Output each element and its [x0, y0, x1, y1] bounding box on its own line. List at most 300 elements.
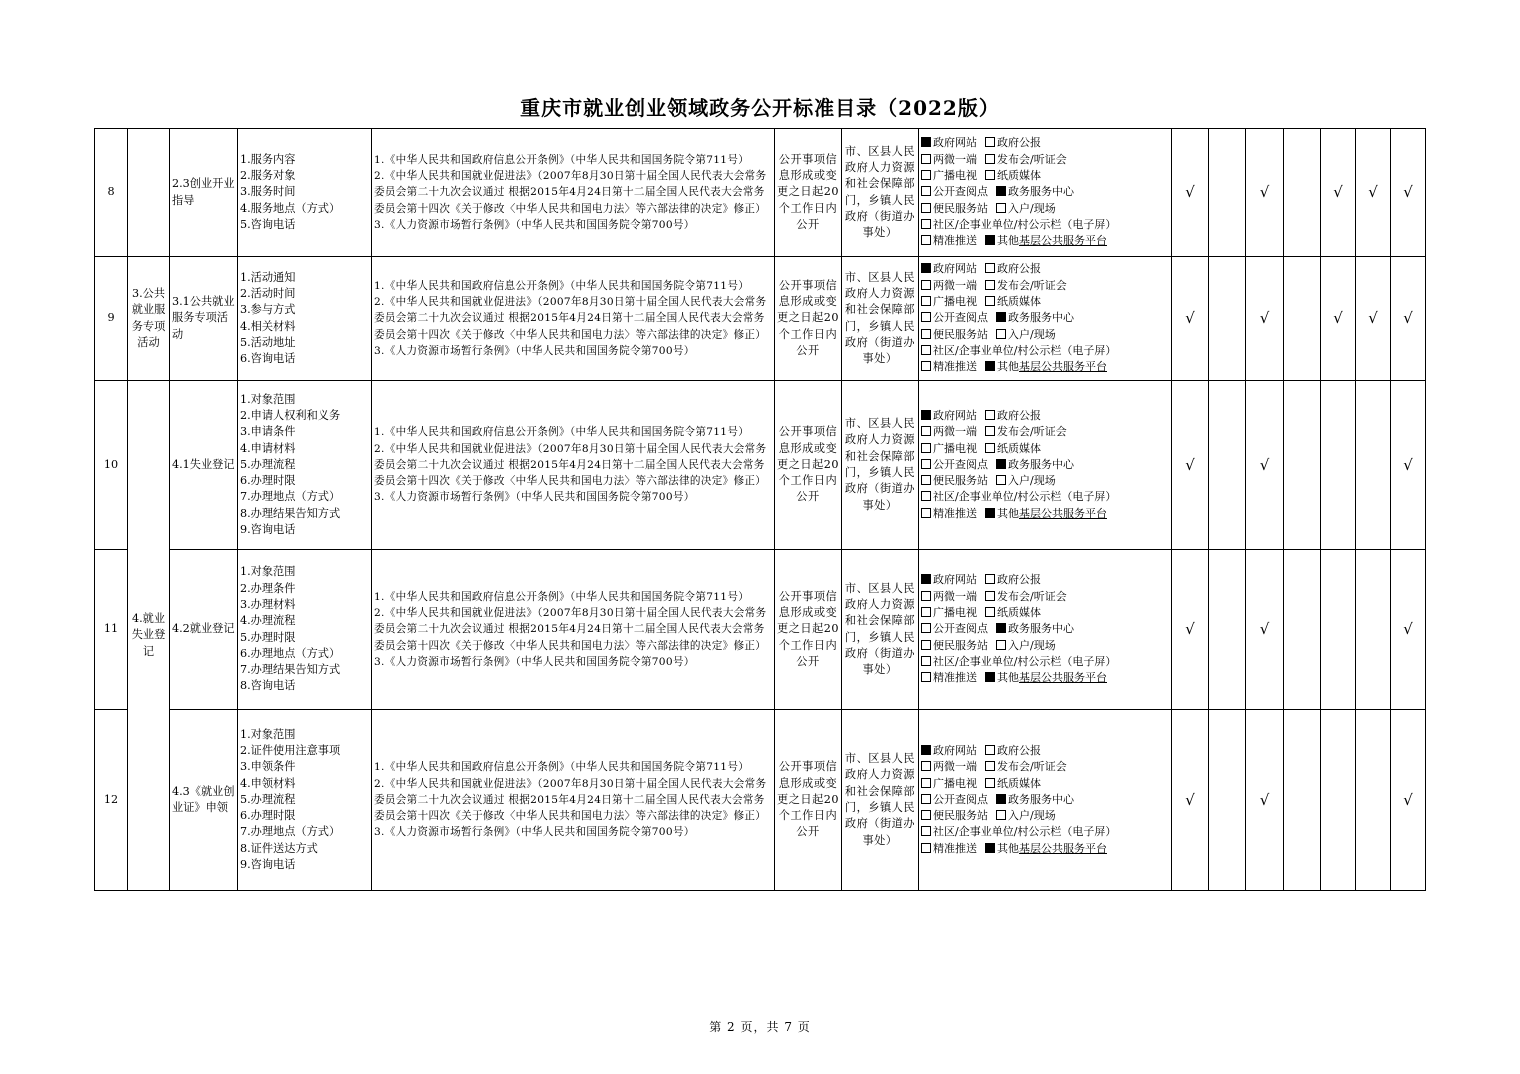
- content-item: 3.申领条件: [240, 760, 296, 774]
- channel-label: 广播电视: [933, 295, 977, 309]
- unchecked-box-icon: [921, 154, 931, 164]
- content-item: 2.活动时间: [240, 286, 296, 300]
- content-items-cell: [238, 129, 372, 257]
- legal-basis-item: 1.《中华人民共和国政府信息公开条例》（中华人民共和国国务院令第711号）: [374, 761, 750, 774]
- content-item: 3.申请条件: [240, 425, 296, 439]
- checked-box-icon: [996, 186, 1006, 196]
- time-limit-cell: 公开事项信息形成或变更之日起20个工作日内公开: [775, 257, 842, 381]
- channel-label: 便民服务站: [933, 809, 988, 823]
- check-cell: [1356, 710, 1391, 891]
- legal-basis-item: 2.《中华人民共和国就业促进法》（2007年8月30日第十届全国人民代表大会常务委员会第二十九次会议通过 根据2015年4月24日第十二届全国人民代表大会常务委员会第十四次《关于修改〈中华人民共和国电力法〉等六部法律的决定》修正）: [374, 296, 767, 341]
- checked-box-icon: [996, 459, 1006, 469]
- channel-label: 广播电视: [933, 776, 977, 790]
- channel-label: 入户/现场: [1008, 201, 1056, 215]
- content-item: 6.办理时限: [240, 809, 296, 823]
- check-cell: √: [1321, 257, 1356, 381]
- channel-label: 纸质媒体: [997, 441, 1041, 455]
- content-item: 4.办理流程: [240, 614, 296, 628]
- catalog-body: [95, 129, 1426, 891]
- channel-label: 公开查阅点: [933, 185, 988, 199]
- check-cell: [1321, 550, 1356, 710]
- check-cell: √: [1246, 129, 1284, 257]
- content-item: 1.活动通知: [240, 270, 296, 284]
- content-item: 2.申请人权利和义务: [240, 408, 341, 422]
- channel-label: 政务服务中心: [1008, 792, 1074, 806]
- content-item: 8.咨询电话: [240, 679, 296, 693]
- legal-basis-item: 3.《人力资源市场暂行条例》（中华人民共和国国务院令第700号）: [374, 655, 695, 668]
- table-row: [95, 129, 1426, 257]
- check-cell: √: [1172, 129, 1209, 257]
- document-title: 重庆市就业创业领域政务公开标准目录（2022版）: [520, 96, 1000, 120]
- check-cell: [1284, 129, 1321, 257]
- unchecked-box-icon: [921, 170, 931, 180]
- content-item: 4.服务地点（方式）: [240, 201, 341, 215]
- unchecked-box-icon: [985, 745, 995, 755]
- channel-label: 入户/现场: [1008, 327, 1056, 341]
- content-item: 8.办理结果告知方式: [240, 506, 341, 520]
- channel-label: 便民服务站: [933, 201, 988, 215]
- unchecked-box-icon: [921, 186, 931, 196]
- legal-basis-cell: [372, 550, 775, 710]
- check-cell: √: [1172, 257, 1209, 381]
- channel-line: [921, 135, 1169, 151]
- unchecked-box-icon: [921, 826, 931, 836]
- content-item: 5.办理流程: [240, 792, 296, 806]
- unchecked-box-icon: [921, 607, 931, 617]
- channels-cell: [919, 257, 1172, 381]
- channel-label: 公开查阅点: [933, 457, 988, 471]
- check-cell: [1284, 257, 1321, 381]
- channel-label: 公开查阅点: [933, 622, 988, 636]
- content-item: 3.参与方式: [240, 303, 296, 317]
- unchecked-box-icon: [985, 296, 995, 306]
- content-item: 1.对象范围: [240, 565, 296, 579]
- checked-box-icon: [985, 843, 995, 853]
- check-cell: √: [1172, 710, 1209, 891]
- table-row: [95, 257, 1426, 381]
- unchecked-box-icon: [921, 459, 931, 469]
- unchecked-box-icon: [985, 607, 995, 617]
- channel-label: 入户/现场: [1008, 474, 1056, 488]
- subcategory-cell: 2.3创业开业指导: [170, 129, 238, 257]
- unchecked-box-icon: [921, 443, 931, 453]
- channel-line: [921, 233, 1169, 249]
- legal-basis-item: 2.《中华人民共和国就业促进法》（2007年8月30日第十届全国人民代表大会常务委员会第二十九次会议通过 根据2015年4月24日第十二届全国人民代表大会常务委员会第十四次《关于修改〈中华人民共和国电力法〉等六部法律的决定》修正）: [374, 170, 767, 215]
- content-item: 2.服务对象: [240, 169, 296, 183]
- channel-label: 纸质媒体: [997, 169, 1041, 183]
- content-item: 5.办理流程: [240, 457, 296, 471]
- unchecked-box-icon: [985, 154, 995, 164]
- legal-basis-cell: [372, 129, 775, 257]
- channel-line: [921, 792, 1169, 808]
- legal-basis-item: 2.《中华人民共和国就业促进法》（2007年8月30日第十届全国人民代表大会常务委员会第二十九次会议通过 根据2015年4月24日第十二届全国人民代表大会常务委员会第十四次《关于修改〈中华人民共和国电力法〉等六部法律的决定》修正）: [374, 777, 767, 823]
- channel-label: 入户/现场: [1008, 638, 1056, 652]
- unchecked-box-icon: [985, 574, 995, 584]
- channel-label: 广播电视: [933, 169, 977, 183]
- checked-box-icon: [921, 263, 931, 273]
- channel-label: 政务服务中心: [1008, 622, 1074, 636]
- content-item: 1.服务内容: [240, 152, 296, 166]
- unchecked-box-icon: [921, 491, 931, 501]
- subcategory-cell: 3.1公共就业服务专项活动: [170, 257, 238, 381]
- legal-basis-item: 1.《中华人民共和国政府信息公开条例》（中华人民共和国国务院令第711号）: [374, 426, 750, 439]
- channel-line: [921, 654, 1169, 670]
- unchecked-box-icon: [921, 623, 931, 633]
- channel-label: 两微一端: [933, 278, 977, 292]
- channel-line: [921, 776, 1169, 792]
- channel-label: 政务服务中心: [1008, 457, 1074, 471]
- unchecked-box-icon: [921, 203, 931, 213]
- channel-other-value: 基层公共服务平台: [1019, 360, 1107, 374]
- content-item: 9.咨询电话: [240, 858, 296, 872]
- channel-label: 两微一端: [933, 760, 977, 774]
- channel-line: [921, 408, 1169, 424]
- unchecked-box-icon: [996, 810, 1006, 820]
- check-cell: [1209, 129, 1246, 257]
- check-cell: √: [1246, 550, 1284, 710]
- channel-label: 其他: [997, 360, 1019, 374]
- check-cell: [1209, 710, 1246, 891]
- channel-line: [921, 572, 1169, 588]
- unchecked-box-icon: [996, 475, 1006, 485]
- category-cell: [128, 129, 170, 257]
- channel-line: [921, 670, 1169, 686]
- category-cell: 4.就业失业登记: [128, 381, 170, 891]
- check-cell: √: [1356, 129, 1391, 257]
- channel-label: 两微一端: [933, 152, 977, 166]
- unchecked-box-icon: [921, 794, 931, 804]
- channel-line: [921, 759, 1169, 775]
- channels-cell: [919, 710, 1172, 891]
- checked-box-icon: [921, 410, 931, 420]
- channel-label: 发布会/听证会: [997, 425, 1067, 439]
- content-item: 4.申领材料: [240, 776, 296, 790]
- channel-label: 纸质媒体: [997, 606, 1041, 620]
- content-items-cell: [238, 381, 372, 550]
- content-items-cell: [238, 710, 372, 891]
- channel-label: 社区/企事业单位/村公示栏（电子屏）: [933, 654, 1117, 668]
- unchecked-box-icon: [921, 219, 931, 229]
- content-item: 4.相关材料: [240, 319, 296, 333]
- unchecked-box-icon: [921, 672, 931, 682]
- check-cell: √: [1321, 129, 1356, 257]
- row-number: 10: [95, 381, 128, 550]
- channel-label: 精准推送: [933, 506, 977, 520]
- channel-line: [921, 589, 1169, 605]
- check-cell: √: [1246, 257, 1284, 381]
- checked-box-icon: [996, 623, 1006, 633]
- row-number: 11: [95, 550, 128, 710]
- checked-box-icon: [921, 745, 931, 755]
- checked-box-icon: [996, 794, 1006, 804]
- channel-line: [921, 743, 1169, 759]
- channel-label: 发布会/听证会: [997, 278, 1067, 292]
- check-cell: [1356, 550, 1391, 710]
- channel-line: [921, 824, 1169, 840]
- channels-cell: [919, 129, 1172, 257]
- unchecked-box-icon: [921, 761, 931, 771]
- channel-line: [921, 310, 1169, 326]
- row-number: 8: [95, 129, 128, 257]
- unchecked-box-icon: [985, 263, 995, 273]
- channel-line: [921, 473, 1169, 489]
- channel-label: 纸质媒体: [997, 295, 1041, 309]
- legal-basis-item: 2.《中华人民共和国就业促进法》（2007年8月30日第十届全国人民代表大会常务委员会第二十九次会议通过 根据2015年4月24日第十二届全国人民代表大会常务委员会第十四次《关于修改〈中华人民共和国电力法〉等六部法律的决定》修正）: [374, 442, 767, 488]
- check-cell: √: [1172, 381, 1209, 550]
- channel-label: 精准推送: [933, 360, 977, 374]
- legal-basis-item: 3.《人力资源市场暂行条例》（中华人民共和国国务院令第700号）: [374, 218, 695, 231]
- subcategory-cell: 4.2就业登记: [170, 550, 238, 710]
- content-item: 5.咨询电话: [240, 217, 296, 231]
- channel-line: [921, 424, 1169, 440]
- unchecked-box-icon: [921, 810, 931, 820]
- channel-other-value: 基层公共服务平台: [1019, 234, 1107, 248]
- content-items-cell: [238, 550, 372, 710]
- check-cell: [1321, 710, 1356, 891]
- content-item: 3.办理材料: [240, 597, 296, 611]
- unchecked-box-icon: [921, 640, 931, 650]
- check-cell: √: [1246, 710, 1284, 891]
- check-cell: √: [1391, 257, 1426, 381]
- unchecked-box-icon: [985, 410, 995, 420]
- row-number: 9: [95, 257, 128, 381]
- channel-label: 社区/企事业单位/村公示栏（电子屏）: [933, 825, 1117, 839]
- unchecked-box-icon: [985, 170, 995, 180]
- channel-label: 两微一端: [933, 589, 977, 603]
- unchecked-box-icon: [985, 137, 995, 147]
- channel-other-value: 基层公共服务平台: [1019, 506, 1107, 520]
- channel-label: 两微一端: [933, 425, 977, 439]
- channel-other-value: 基层公共服务平台: [1019, 671, 1107, 685]
- unchecked-box-icon: [921, 361, 931, 371]
- legal-basis-cell: [372, 257, 775, 381]
- unchecked-box-icon: [921, 345, 931, 355]
- content-item: 7.办理地点（方式）: [240, 825, 341, 839]
- content-item: 3.服务时间: [240, 185, 296, 199]
- channel-label: 政府网站: [933, 408, 977, 422]
- row-number: 12: [95, 710, 128, 891]
- content-item: 6.咨询电话: [240, 352, 296, 366]
- check-cell: [1209, 381, 1246, 550]
- subcategory-cell: 4.1失业登记: [170, 381, 238, 550]
- unchecked-box-icon: [921, 656, 931, 666]
- legal-basis-item: 3.《人力资源市场暂行条例》（中华人民共和国国务院令第700号）: [374, 826, 695, 839]
- channel-label: 其他: [997, 671, 1019, 685]
- channel-line: [921, 168, 1169, 184]
- subject-cell: 市、区县人民政府人力资源和社会保障部门，乡镇人民政府（街道办事处）: [842, 257, 919, 381]
- subject-cell: 市、区县人民政府人力资源和社会保障部门，乡镇人民政府（街道办事处）: [842, 710, 919, 891]
- channel-label: 精准推送: [933, 671, 977, 685]
- catalog-table: [94, 128, 1426, 891]
- content-item: 6.办理时限: [240, 474, 296, 488]
- time-limit-cell: 公开事项信息形成或变更之日起20个工作日内公开: [775, 129, 842, 257]
- channel-label: 社区/企事业单位/村公示栏（电子屏）: [933, 490, 1117, 504]
- unchecked-box-icon: [921, 280, 931, 290]
- content-item: 7.办理结果告知方式: [240, 663, 341, 677]
- channel-line: [921, 457, 1169, 473]
- check-cell: √: [1391, 550, 1426, 710]
- channel-line: [921, 152, 1169, 168]
- channel-label: 精准推送: [933, 841, 977, 855]
- unchecked-box-icon: [921, 843, 931, 853]
- channel-other-value: 基层公共服务平台: [1019, 841, 1107, 855]
- channel-label: 精准推送: [933, 234, 977, 248]
- channel-label: 政府网站: [933, 743, 977, 757]
- subcategory-cell: 4.3《就业创业证》申领: [170, 710, 238, 891]
- legal-basis-item: 3.《人力资源市场暂行条例》（中华人民共和国国务院令第700号）: [374, 491, 695, 504]
- channel-line: [921, 184, 1169, 200]
- unchecked-box-icon: [985, 778, 995, 788]
- legal-basis-item: 1.《中华人民共和国政府信息公开条例》（中华人民共和国国务院令第711号）: [374, 590, 750, 603]
- subject-cell: 市、区县人民政府人力资源和社会保障部门，乡镇人民政府（街道办事处）: [842, 381, 919, 550]
- content-item: 9.咨询电话: [240, 523, 296, 537]
- channel-line: [921, 359, 1169, 375]
- table-row: [95, 710, 1426, 891]
- channel-line: [921, 343, 1169, 359]
- content-item: 4.申请材料: [240, 441, 296, 455]
- channel-line: [921, 841, 1169, 857]
- checked-box-icon: [985, 235, 995, 245]
- check-cell: [1209, 257, 1246, 381]
- channel-line: [921, 489, 1169, 505]
- channel-line: [921, 201, 1169, 217]
- channel-label: 政务服务中心: [1008, 185, 1074, 199]
- check-cell: [1356, 381, 1391, 550]
- channel-label: 社区/企事业单位/村公示栏（电子屏）: [933, 217, 1117, 231]
- channel-line: [921, 261, 1169, 277]
- channel-line: [921, 294, 1169, 310]
- unchecked-box-icon: [921, 329, 931, 339]
- channel-label: 其他: [997, 234, 1019, 248]
- channel-line: [921, 605, 1169, 621]
- unchecked-box-icon: [921, 312, 931, 322]
- channel-line: [921, 327, 1169, 343]
- checked-box-icon: [921, 574, 931, 584]
- legal-basis-item: 3.《人力资源市场暂行条例》（中华人民共和国国务院令第700号）: [374, 344, 695, 357]
- channel-line: [921, 638, 1169, 654]
- check-cell: [1284, 710, 1321, 891]
- subject-cell: 市、区县人民政府人力资源和社会保障部门，乡镇人民政府（街道办事处）: [842, 550, 919, 710]
- checked-box-icon: [985, 361, 995, 371]
- legal-basis-item: 2.《中华人民共和国就业促进法》（2007年8月30日第十届全国人民代表大会常务委员会第二十九次会议通过 根据2015年4月24日第十二届全国人民代表大会常务委员会第十四次《关于修改〈中华人民共和国电力法〉等六部法律的决定》修正）: [374, 607, 767, 652]
- content-items-cell: [238, 257, 372, 381]
- time-limit-cell: 公开事项信息形成或变更之日起20个工作日内公开: [775, 710, 842, 891]
- checked-box-icon: [985, 508, 995, 518]
- check-cell: √: [1391, 381, 1426, 550]
- channel-label: 便民服务站: [933, 327, 988, 341]
- unchecked-box-icon: [921, 235, 931, 245]
- check-cell: √: [1172, 550, 1209, 710]
- checked-box-icon: [996, 312, 1006, 322]
- channel-label: 发布会/听证会: [997, 152, 1067, 166]
- check-cell: [1284, 381, 1321, 550]
- unchecked-box-icon: [921, 591, 931, 601]
- channel-label: 发布会/听证会: [997, 589, 1067, 603]
- content-item: 1.对象范围: [240, 392, 296, 406]
- table-row: [95, 381, 1426, 550]
- channels-cell: [919, 550, 1172, 710]
- channel-label: 便民服务站: [933, 638, 988, 652]
- check-cell: √: [1391, 710, 1426, 891]
- content-item: 7.办理地点（方式）: [240, 490, 341, 504]
- channel-label: 政府网站: [933, 573, 977, 587]
- unchecked-box-icon: [921, 778, 931, 788]
- legal-basis-cell: [372, 381, 775, 550]
- channel-label: 入户/现场: [1008, 809, 1056, 823]
- content-item: 5.活动地址: [240, 335, 296, 349]
- channel-label: 广播电视: [933, 606, 977, 620]
- unchecked-box-icon: [985, 426, 995, 436]
- check-cell: √: [1391, 129, 1426, 257]
- content-item: 2.办理条件: [240, 581, 296, 595]
- time-limit-cell: 公开事项信息形成或变更之日起20个工作日内公开: [775, 381, 842, 550]
- check-cell: [1284, 550, 1321, 710]
- channel-label: 政府网站: [933, 262, 977, 276]
- subject-cell: 市、区县人民政府人力资源和社会保障部门，乡镇人民政府（街道办事处）: [842, 129, 919, 257]
- channel-label: 政府网站: [933, 136, 977, 150]
- channel-label: 政府公报: [997, 573, 1041, 587]
- channel-label: 纸质媒体: [997, 776, 1041, 790]
- channel-label: 政府公报: [997, 743, 1041, 757]
- content-item: 2.证件使用注意事项: [240, 743, 341, 757]
- legal-basis-item: 1.《中华人民共和国政府信息公开条例》（中华人民共和国国务院令第711号）: [374, 153, 750, 166]
- content-item: 5.办理时限: [240, 630, 296, 644]
- channel-label: 其他: [997, 506, 1019, 520]
- channel-label: 便民服务站: [933, 474, 988, 488]
- unchecked-box-icon: [921, 475, 931, 485]
- content-item: 8.证件送达方式: [240, 841, 318, 855]
- channel-label: 其他: [997, 841, 1019, 855]
- unchecked-box-icon: [985, 761, 995, 771]
- channel-line: [921, 278, 1169, 294]
- channel-label: 公开查阅点: [933, 792, 988, 806]
- content-item: 6.办理地点（方式）: [240, 646, 341, 660]
- time-limit-cell: 公开事项信息形成或变更之日起20个工作日内公开: [775, 550, 842, 710]
- channel-label: 公开查阅点: [933, 311, 988, 325]
- channel-line: [921, 217, 1169, 233]
- page-number: 第 2 页，共 7 页: [709, 1020, 811, 1034]
- checked-box-icon: [921, 137, 931, 147]
- channel-label: 发布会/听证会: [997, 760, 1067, 774]
- unchecked-box-icon: [996, 640, 1006, 650]
- channel-label: 广播电视: [933, 441, 977, 455]
- check-cell: √: [1356, 257, 1391, 381]
- channels-cell: [919, 381, 1172, 550]
- unchecked-box-icon: [921, 508, 931, 518]
- content-item: 1.对象范围: [240, 727, 296, 741]
- unchecked-box-icon: [996, 203, 1006, 213]
- channel-label: 社区/企事业单位/村公示栏（电子屏）: [933, 343, 1117, 357]
- channel-line: [921, 621, 1169, 637]
- unchecked-box-icon: [996, 329, 1006, 339]
- table-row: [95, 550, 1426, 710]
- channel-label: 政府公报: [997, 262, 1041, 276]
- category-cell: 3.公共就业服务专项活动: [128, 257, 170, 381]
- channel-line: [921, 808, 1169, 824]
- channel-label: 政府公报: [997, 408, 1041, 422]
- channel-line: [921, 441, 1169, 457]
- unchecked-box-icon: [921, 426, 931, 436]
- legal-basis-cell: [372, 710, 775, 891]
- check-cell: [1209, 550, 1246, 710]
- unchecked-box-icon: [985, 280, 995, 290]
- check-cell: √: [1246, 381, 1284, 550]
- unchecked-box-icon: [985, 443, 995, 453]
- legal-basis-item: 1.《中华人民共和国政府信息公开条例》（中华人民共和国国务院令第711号）: [374, 279, 750, 292]
- unchecked-box-icon: [985, 591, 995, 601]
- channel-label: 政务服务中心: [1008, 311, 1074, 325]
- channel-label: 政府公报: [997, 136, 1041, 150]
